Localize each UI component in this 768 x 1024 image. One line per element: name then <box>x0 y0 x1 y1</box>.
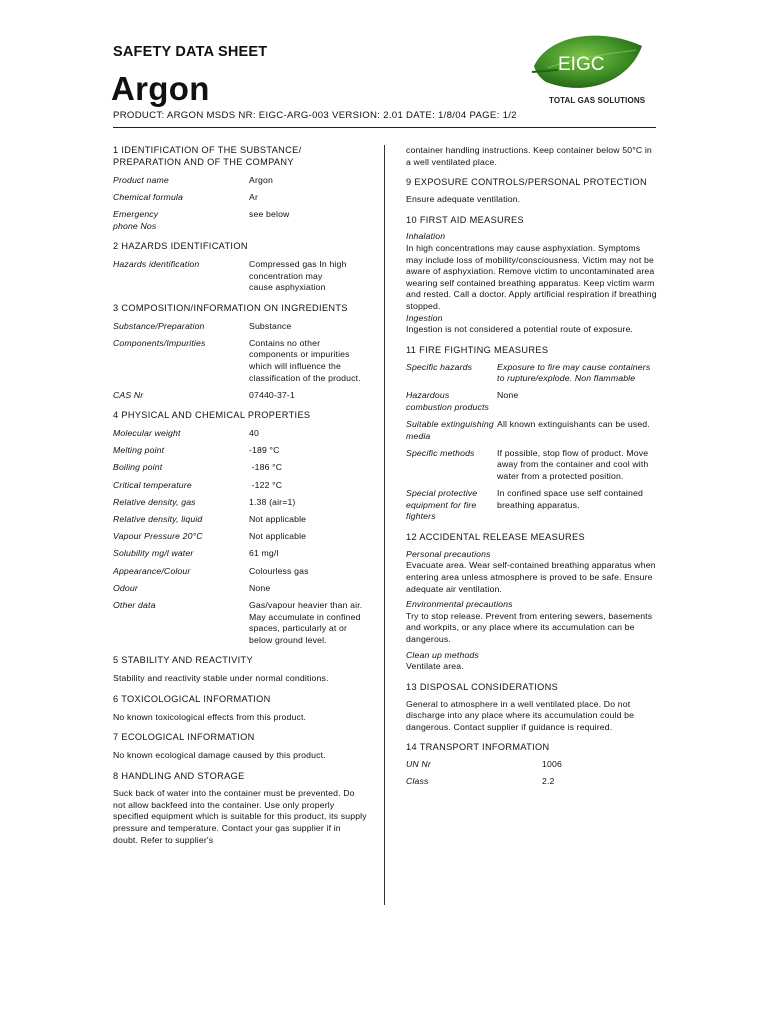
property-row <box>113 445 368 457</box>
property-label: Relative density, liquid <box>113 514 203 525</box>
section-identification <box>113 145 368 232</box>
section-title: 5 STABILITY AND REACTIVITY <box>113 655 253 666</box>
subheading: Environmental precautions <box>406 599 513 610</box>
section-title: 12 ACCIDENTAL RELEASE MEASURES <box>406 532 585 543</box>
property-row <box>113 548 368 560</box>
section-title: 8 HANDLING AND STORAGE <box>113 770 245 781</box>
section-accidental-release <box>406 532 658 673</box>
section-title: 1 IDENTIFICATION OF THE SUBSTANCE/ PREPARATION AND OF THE COMPANY <box>113 145 302 167</box>
property-label: Emergency phone Nos <box>113 208 159 231</box>
section-text: Ingestion is not considered a potential route of exposure. <box>406 324 633 335</box>
section-fire-fighting <box>406 345 658 523</box>
section-title: 9 EXPOSURE CONTROLS/PERSONAL PROTECTION <box>406 177 647 188</box>
property-row <box>406 488 658 523</box>
product-name-heading: Argon <box>111 70 210 107</box>
property-row <box>113 259 368 294</box>
property-value: If possible, stop flow of product. Move away from the container and cool with water from a protected position. <box>497 447 649 482</box>
property-value: None <box>249 582 271 593</box>
section-properties <box>113 410 368 646</box>
property-value: 07440-37-1 <box>249 389 295 400</box>
section-ecological <box>113 732 368 761</box>
property-label: Other data <box>113 599 156 610</box>
property-value: -122 °C <box>249 479 283 490</box>
property-label: Melting point <box>113 445 165 456</box>
section-disposal <box>406 682 658 734</box>
section-title: 7 ECOLOGICAL INFORMATION <box>113 732 255 743</box>
property-label: Relative density, gas <box>113 496 196 507</box>
property-value: Colourless gas <box>249 565 309 576</box>
property-row <box>113 321 368 333</box>
property-label: Solubility mg/l water <box>113 548 194 559</box>
document-title: SAFETY DATA SHEET <box>113 44 268 60</box>
property-value: None <box>497 390 519 401</box>
subheading: Ingestion <box>406 312 443 323</box>
property-value: -189 °C <box>249 445 280 456</box>
section-title: 3 COMPOSITION/INFORMATION ON INGREDIENTS <box>113 302 348 313</box>
section-handling-continued <box>406 145 658 168</box>
property-label: Hazards identification <box>113 258 200 269</box>
section-stability <box>113 655 368 684</box>
section-title: 11 FIRE FIGHTING MEASURES <box>406 344 549 355</box>
section-composition <box>113 303 368 402</box>
property-label: Specific methods <box>406 447 475 458</box>
property-label: Suitable extinguishing media <box>406 419 494 441</box>
property-value: Substance <box>249 320 292 331</box>
property-value: -186 °C <box>249 462 283 473</box>
property-row <box>113 192 368 204</box>
property-value: In confined space use self contained breathing apparatus. <box>497 488 643 510</box>
section-text: Suck back of water into the container must be prevented. Do not allow backfeed into the container. Use only properly specified equipment which is suitable for this product, its supply pressure and temperature. Contact your gas supplier if in doubt. Refer to supplier's <box>113 788 367 845</box>
section-exposure <box>406 177 658 205</box>
property-label: Substance/Preparation <box>113 320 205 331</box>
property-row <box>113 209 368 232</box>
property-row <box>406 362 658 385</box>
section-text: No known toxicological effects from this product. <box>113 711 307 722</box>
subheading: Personal precautions <box>406 548 491 559</box>
section-text: General to atmosphere in a well ventilated place. Do not discharge into any place where its accumulation could be dangerous. Contact supplier if guidance is required. <box>406 698 635 732</box>
property-label: Product name <box>113 174 169 185</box>
property-row <box>113 566 368 578</box>
property-row <box>113 390 368 402</box>
property-label: Critical temperature <box>113 479 192 490</box>
column-divider <box>384 145 385 905</box>
section-text: Stability and reactivity stable under normal conditions. <box>113 673 329 684</box>
logo-tagline: TOTAL GAS SOLUTIONS <box>549 96 646 105</box>
property-value: Exposure to fire may cause containers to rupture/explode. Non flammable <box>497 361 651 384</box>
header-divider <box>113 127 656 128</box>
property-value: Gas/vapour heavier than air. May accumulate in confined spaces, particularly at or below ground level. <box>249 599 363 645</box>
section-handling <box>113 771 368 847</box>
property-row <box>113 428 368 440</box>
property-row <box>113 175 368 187</box>
property-value: Ar <box>249 191 258 202</box>
property-row <box>113 514 368 526</box>
property-value: All known extinguishants can be used. <box>497 419 650 430</box>
left-column <box>113 145 368 855</box>
section-title: 2 HAZARDS IDENTIFICATION <box>113 241 248 252</box>
property-label: Vapour Pressure 20°C <box>113 531 203 542</box>
property-row <box>406 759 658 771</box>
logo-brand-text: EIGC <box>558 54 605 75</box>
section-first-aid <box>406 215 658 336</box>
property-row <box>113 338 368 384</box>
property-row <box>113 600 368 646</box>
right-column <box>406 145 658 797</box>
leaf-icon <box>528 28 648 98</box>
section-hazards <box>113 241 368 294</box>
property-value: Compressed gas In high concentration may cause asphyxiation <box>249 258 347 293</box>
property-value: 1.38 (air=1) <box>249 496 296 507</box>
property-row <box>406 776 658 788</box>
property-label: Molecular weight <box>113 428 181 439</box>
property-label: Appearance/Colour <box>113 565 191 576</box>
property-value: Not applicable <box>249 514 307 525</box>
property-row <box>113 531 368 543</box>
section-text: In high concentrations may cause asphyxiation. Symptoms may include loss of mobility/consciousness. Victim may not be aware of asphyxiation. Remove victim to uncontaminated area wearing self contained breathing apparatus. Keep victim warm and rested. Call a doctor. Apply artificial respiration if breathing stopped. <box>406 242 657 311</box>
property-value: 61 mg/l <box>249 548 279 559</box>
property-value: Not applicable <box>249 531 307 542</box>
property-row <box>113 497 368 509</box>
section-text: container handling instructions. Keep container below 50°C in a well ventilated place. <box>406 145 652 167</box>
section-title: 10 FIRST AID MEASURES <box>406 214 524 225</box>
property-label: Components/Impurities <box>113 337 206 348</box>
section-text: Evacuate area. Wear self-contained breathing apparatus when entering area unless atmosphere is proved to be safe. Ensure adequate air ventilation. <box>406 560 656 594</box>
section-title: 14 TRANSPORT INFORMATION <box>406 742 550 753</box>
property-label: Class <box>406 776 429 787</box>
property-value: 2.2 <box>542 776 555 787</box>
property-row <box>406 390 658 413</box>
section-title: 4 PHYSICAL AND CHEMICAL PROPERTIES <box>113 410 311 421</box>
section-title: 13 DISPOSAL CONSIDERATIONS <box>406 681 559 692</box>
property-label: Odour <box>113 582 138 593</box>
property-label: Specific hazards <box>406 361 473 372</box>
property-row <box>113 480 368 492</box>
section-transport <box>406 742 658 788</box>
property-value: Argon <box>249 174 273 185</box>
property-value: 40 <box>249 428 259 439</box>
subheading: Clean up methods <box>406 649 479 660</box>
document-meta-line: PRODUCT: ARGON MSDS NR: EIGC-ARG-003 VERSION: 2.01 DATE: 1/8/04 PAGE: 1/2 <box>113 110 517 121</box>
section-title: 6 TOXICOLOGICAL INFORMATION <box>113 693 271 704</box>
property-label: Special protective equipment for fire fighters <box>406 488 478 522</box>
section-toxicological <box>113 694 368 723</box>
property-label: UN Nr <box>406 759 431 770</box>
property-value: 1006 <box>542 759 562 770</box>
property-label: Boiling point <box>113 462 163 473</box>
subheading: Inhalation <box>406 231 446 242</box>
property-row <box>406 419 658 442</box>
property-label: Chemical formula <box>113 191 183 202</box>
section-text: Try to stop release. Prevent from entering sewers, basements and workpits, or any place where its accumulation can be dangerous. <box>406 610 653 644</box>
property-label: Hazardous combustion products <box>406 390 490 412</box>
section-text: Ventilate area. <box>406 661 464 672</box>
property-label: CAS Nr <box>113 389 144 400</box>
section-text: No known ecological damage caused by this product. <box>113 749 326 760</box>
property-value: Contains no other components or impurities which will influence the classification of the product. <box>249 337 361 383</box>
property-row <box>406 448 658 483</box>
section-text: Ensure adequate ventilation. <box>406 193 521 204</box>
property-row <box>113 583 368 595</box>
property-row <box>113 462 368 474</box>
property-value: see below <box>249 208 290 219</box>
